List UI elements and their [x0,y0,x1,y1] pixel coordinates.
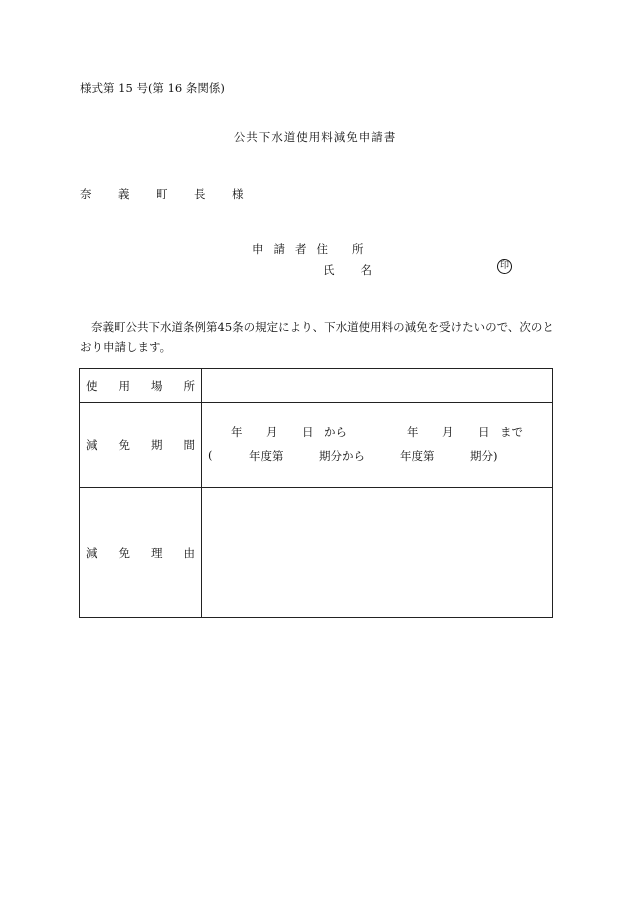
addressee-char: 様 [232,187,244,201]
period-text: まで [500,425,523,439]
label-char: 使 [86,378,98,393]
label-char: 免 [118,545,130,560]
label-char: 請 [273,242,285,256]
label-char: 間 [183,438,195,452]
addressee-char: 奈 [80,187,92,201]
label-char: 所 [183,378,195,393]
label-char: 由 [183,545,195,560]
label-char: 住 [316,242,328,256]
label-char: 免 [118,438,130,452]
table-row-place [80,369,553,403]
label-char: 期 [151,438,163,452]
period-date-line [202,424,552,442]
addressee-char: 町 [156,187,168,201]
addressee [80,186,270,202]
place-label [80,369,202,403]
table-row-period [80,403,553,488]
form-number: 様式第 15 号(第 16 条関係) [80,81,225,95]
addressee-char: 長 [194,187,206,201]
period-text: 期分) [470,449,498,463]
period-text: 日 [478,425,490,439]
period-text: から [324,425,347,439]
period-text: ( [208,448,213,462]
application-table [79,368,553,618]
period-label [80,403,202,488]
period-text: 月 [266,425,278,439]
label-char: 減 [86,545,98,560]
label-char: 者 [295,242,307,256]
reason-field[interactable] [202,488,553,618]
period-fiscal-line [202,448,552,466]
reason-label [80,488,202,618]
period-text: 期分から [319,449,365,463]
period-text: 年度第 [249,449,284,463]
label-char: 所 [352,242,364,256]
label-char: 名 [360,263,372,277]
label-char: 申 [252,242,264,256]
table-row-reason [80,488,553,618]
label-char: 理 [151,545,163,560]
period-text: 日 [302,425,314,439]
seal-mark: 印 [497,259,512,274]
place-field[interactable] [202,369,553,403]
label-char: 氏 [323,263,335,277]
period-text: 年 [407,425,419,439]
application-statement: 奈義町公共下水道条例第45条の規定により、下水道使用料の減免を受けたいので、次のとおり申請します。 [80,320,554,354]
page-title: 公共下水道使用料減免申請書 [233,130,397,144]
applicant-name-label [323,262,398,278]
addressee-char: 義 [118,187,130,201]
applicant-address-label [252,241,374,257]
period-text: 年度第 [400,449,435,463]
period-text: 月 [442,425,454,439]
label-char: 場 [151,378,163,393]
label-char: 用 [118,378,130,393]
label-char: 減 [86,438,98,452]
period-field[interactable] [202,403,553,488]
period-text: 年 [231,425,243,439]
